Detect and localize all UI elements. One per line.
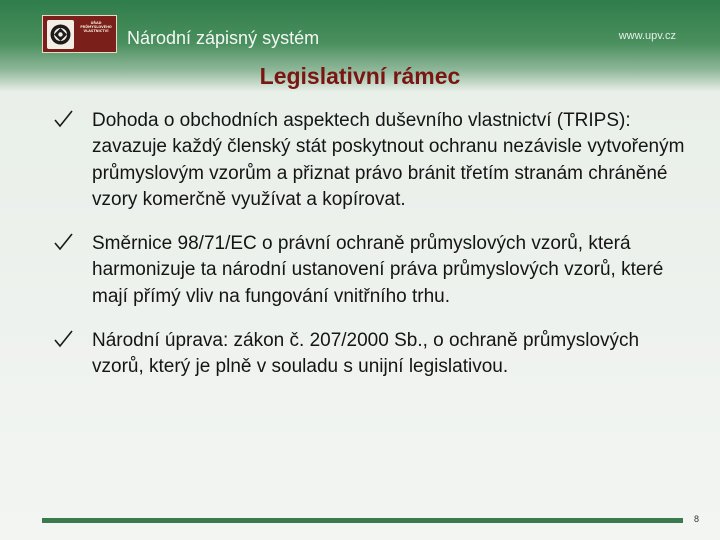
slide-title: Legislativní rámec [259, 63, 461, 89]
list-item [52, 328, 692, 381]
upv-logo [42, 15, 117, 53]
list-item [52, 108, 692, 213]
logo-line: PRŮMYSLOVÉHO [80, 25, 112, 30]
list-item [52, 231, 692, 310]
footer-divider [42, 518, 683, 523]
logo-line: ÚŘAD [90, 21, 102, 25]
logo-emblem-icon [47, 20, 74, 49]
checkmark-icon [52, 329, 74, 349]
logo-text [77, 21, 115, 49]
page-number: 8 [694, 514, 700, 524]
bullet-list [52, 108, 692, 399]
website-url[interactable]: www.upv.cz [618, 30, 676, 42]
list-item-text: Národní úprava: zákon č. 207/2000 Sb., o ochraně průmyslových vzorů, který je plně v souladu s unijní legislativou. [92, 330, 640, 378]
logo-line: VLASTNICTVÍ [83, 29, 109, 34]
checkmark-icon [52, 232, 74, 252]
checkmark-icon [52, 109, 74, 129]
list-item-text: Směrnice 98/71/EC o právní ochraně průmyslových vzorů, která harmonizuje ta národní ustanovení práva průmyslových vzorů, které mají přímý vliv na fungování vnitřního trhu. [92, 233, 664, 307]
list-item-text: Dohoda o obchodních aspektech duševního vlastnictví (TRIPS): zavazuje každý členský stát poskytnout ochranu nezávisle vytvořeným průmyslovým vzorům a přiznat právo bránit třetím stranám chráněné vzory komerčně využívat a kopírovat. [92, 110, 685, 210]
org-title: Národní zápisný systém [127, 28, 320, 48]
